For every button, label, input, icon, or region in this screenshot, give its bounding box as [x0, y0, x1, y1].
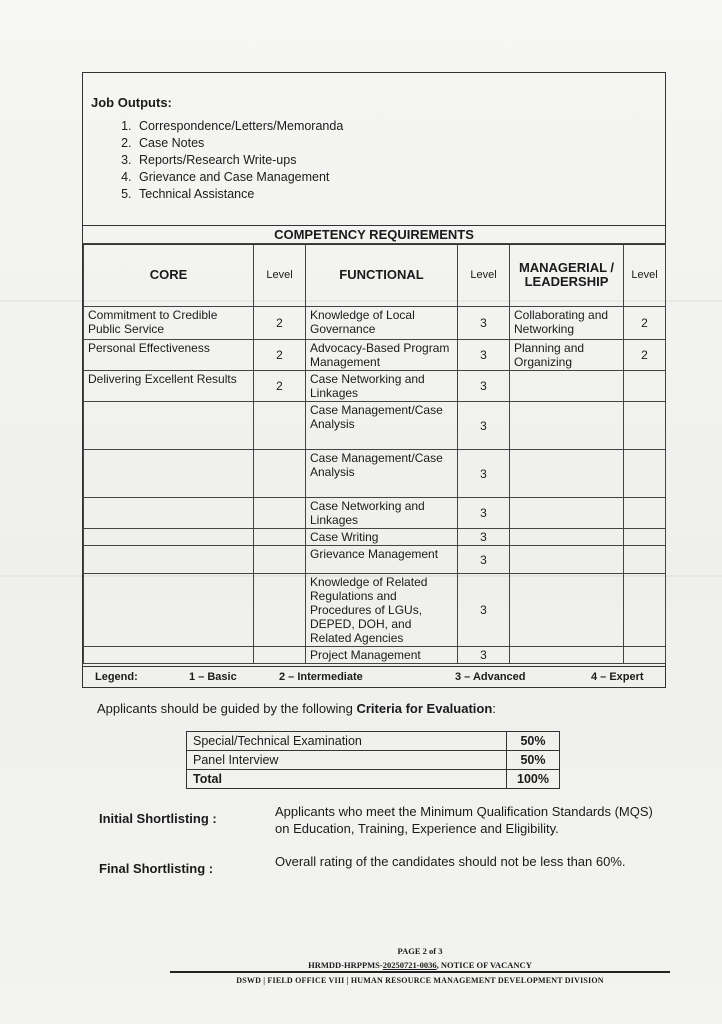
- managerial-level-cell: [624, 450, 666, 498]
- core-cell: Delivering Excellent Results: [84, 371, 254, 402]
- managerial-cell: [510, 498, 624, 529]
- core-cell: [84, 546, 254, 574]
- legend-basic: 1 – Basic: [189, 671, 237, 683]
- table-row: [84, 307, 666, 340]
- core-level-cell: [254, 647, 306, 664]
- legend-label: Legend:: [95, 671, 138, 683]
- managerial-level-cell: 2: [624, 307, 666, 340]
- job-outputs-list: [91, 118, 651, 203]
- table-row: [84, 371, 666, 402]
- job-outputs-title: Job Outputs:: [91, 95, 172, 110]
- table-row: [84, 450, 666, 498]
- managerial-cell: [510, 450, 624, 498]
- managerial-cell: Collaborating and Networking: [510, 307, 624, 340]
- managerial-cell: [510, 647, 624, 664]
- office-name: DSWD | FIELD OFFICE VIII | HUMAN RESOURCE MANAGEMENT DEVELOPMENT DIVISION: [236, 975, 604, 985]
- final-shortlisting-label: Final Shortlisting :: [99, 861, 214, 876]
- functional-level-cell: 3: [458, 546, 510, 574]
- managerial-level-cell: [624, 402, 666, 450]
- core-cell: [84, 450, 254, 498]
- legend-advanced: 3 – Advanced: [455, 671, 526, 683]
- criteria-intro-text: Applicants should be guided by the following: [97, 701, 357, 716]
- core-cell: Commitment to Credible Public Service: [84, 307, 254, 340]
- managerial-level-cell: [624, 371, 666, 402]
- criteria-total-value: 100%: [507, 770, 560, 789]
- functional-cell: Knowledge of Related Regulations and Procedures of LGUs, DEPED, DOH, and Related Agencies: [306, 574, 458, 647]
- functional-level-cell: 3: [458, 450, 510, 498]
- functional-cell: Case Management/Case Analysis: [306, 402, 458, 450]
- list-item: 5. Technical Assistance: [135, 186, 651, 203]
- functional-level-cell: 3: [458, 498, 510, 529]
- level-header: Level: [458, 244, 510, 307]
- functional-cell: Case Networking and Linkages: [306, 371, 458, 402]
- functional-cell: Knowledge of Local Governance: [306, 307, 458, 340]
- initial-shortlisting-label: Initial Shortlisting :: [99, 811, 217, 826]
- core-level-cell: [254, 546, 306, 574]
- core-cell: [84, 529, 254, 546]
- core-level-cell: 2: [254, 340, 306, 371]
- core-cell: [84, 402, 254, 450]
- final-shortlisting-text: Overall rating of the candidates should not be less than 60%.: [275, 854, 626, 869]
- managerial-level-cell: [624, 498, 666, 529]
- managerial-header: MANAGERIAL / LEADERSHIP: [510, 244, 624, 307]
- reference-prefix: HRMDD-HRPPMS-: [308, 960, 383, 970]
- list-item: 1. Correspondence/Letters/Memoranda: [135, 118, 651, 135]
- table-header-row: [84, 244, 666, 307]
- initial-shortlisting-text: Applicants who meet the Minimum Qualification Standards (MQS) on Education, Training, Experience and Eligibility.: [275, 804, 653, 836]
- reference-number: [170, 960, 670, 970]
- page-footer: [170, 946, 670, 985]
- functional-cell: Case Networking and Linkages: [306, 498, 458, 529]
- table-row-total: [187, 770, 560, 789]
- table-row: [84, 529, 666, 546]
- managerial-cell: [510, 402, 624, 450]
- competency-title: COMPETENCY REQUIREMENTS: [83, 225, 665, 245]
- criteria-table: [186, 731, 560, 789]
- functional-cell: Project Management: [306, 647, 458, 664]
- criteria-label: Special/Technical Examination: [187, 732, 507, 751]
- managerial-cell: [510, 371, 624, 402]
- functional-level-cell: 3: [458, 402, 510, 450]
- legend-expert: 4 – Expert: [591, 671, 644, 683]
- legend: [83, 666, 665, 687]
- core-cell: [84, 647, 254, 664]
- list-item: 4. Grievance and Case Management: [135, 169, 651, 186]
- managerial-level-cell: [624, 529, 666, 546]
- legend-intermediate: 2 – Intermediate: [279, 671, 363, 683]
- managerial-level-cell: [624, 574, 666, 647]
- criteria-intro-suffix: :: [492, 701, 496, 716]
- table-row: [84, 574, 666, 647]
- reference-code: 20250721-0036: [382, 960, 437, 970]
- core-cell: [84, 574, 254, 647]
- managerial-cell: Planning and Organizing: [510, 340, 624, 371]
- table-row: [187, 751, 560, 770]
- level-header: Level: [254, 244, 306, 307]
- level-header: Level: [624, 244, 666, 307]
- list-item: 3. Reports/Research Write-ups: [135, 152, 651, 169]
- criteria-total-label: Total: [187, 770, 507, 789]
- table-row: [84, 546, 666, 574]
- competency-table: [83, 243, 666, 664]
- functional-level-cell: 3: [458, 574, 510, 647]
- job-section-box: [82, 72, 666, 688]
- table-row: [84, 402, 666, 450]
- criteria-value: 50%: [507, 751, 560, 770]
- managerial-level-cell: [624, 546, 666, 574]
- core-cell: Personal Effectiveness: [84, 340, 254, 371]
- functional-cell: Advocacy-Based Program Management: [306, 340, 458, 371]
- table-row: [187, 732, 560, 751]
- managerial-cell: [510, 529, 624, 546]
- core-level-cell: [254, 402, 306, 450]
- core-header: CORE: [84, 244, 254, 307]
- functional-cell: Case Writing: [306, 529, 458, 546]
- core-level-cell: [254, 450, 306, 498]
- page-number: PAGE 2 of 3: [397, 946, 443, 956]
- core-level-cell: [254, 498, 306, 529]
- functional-level-cell: 3: [458, 371, 510, 402]
- criteria-intro: [97, 701, 496, 716]
- core-level-cell: [254, 529, 306, 546]
- reference-suffix: , NOTICE OF VACANCY: [436, 960, 532, 970]
- table-row: [84, 340, 666, 371]
- functional-header: FUNCTIONAL: [306, 244, 458, 307]
- core-level-cell: [254, 574, 306, 647]
- managerial-level-cell: [624, 647, 666, 664]
- core-cell: [84, 498, 254, 529]
- footer-divider: [170, 971, 670, 973]
- managerial-level-cell: 2: [624, 340, 666, 371]
- criteria-label: Panel Interview: [187, 751, 507, 770]
- managerial-cell: [510, 546, 624, 574]
- core-level-cell: 2: [254, 307, 306, 340]
- functional-cell: Case Management/Case Analysis: [306, 450, 458, 498]
- core-level-cell: 2: [254, 371, 306, 402]
- criteria-intro-bold: Criteria for Evaluation: [356, 701, 493, 716]
- functional-cell: Grievance Management: [306, 546, 458, 574]
- table-row: [84, 498, 666, 529]
- managerial-cell: [510, 574, 624, 647]
- functional-level-cell: 3: [458, 647, 510, 664]
- functional-level-cell: 3: [458, 340, 510, 371]
- criteria-value: 50%: [507, 732, 560, 751]
- table-row: [84, 647, 666, 664]
- job-outputs: [91, 95, 651, 203]
- functional-level-cell: 3: [458, 529, 510, 546]
- functional-level-cell: 3: [458, 307, 510, 340]
- list-item: 2. Case Notes: [135, 135, 651, 152]
